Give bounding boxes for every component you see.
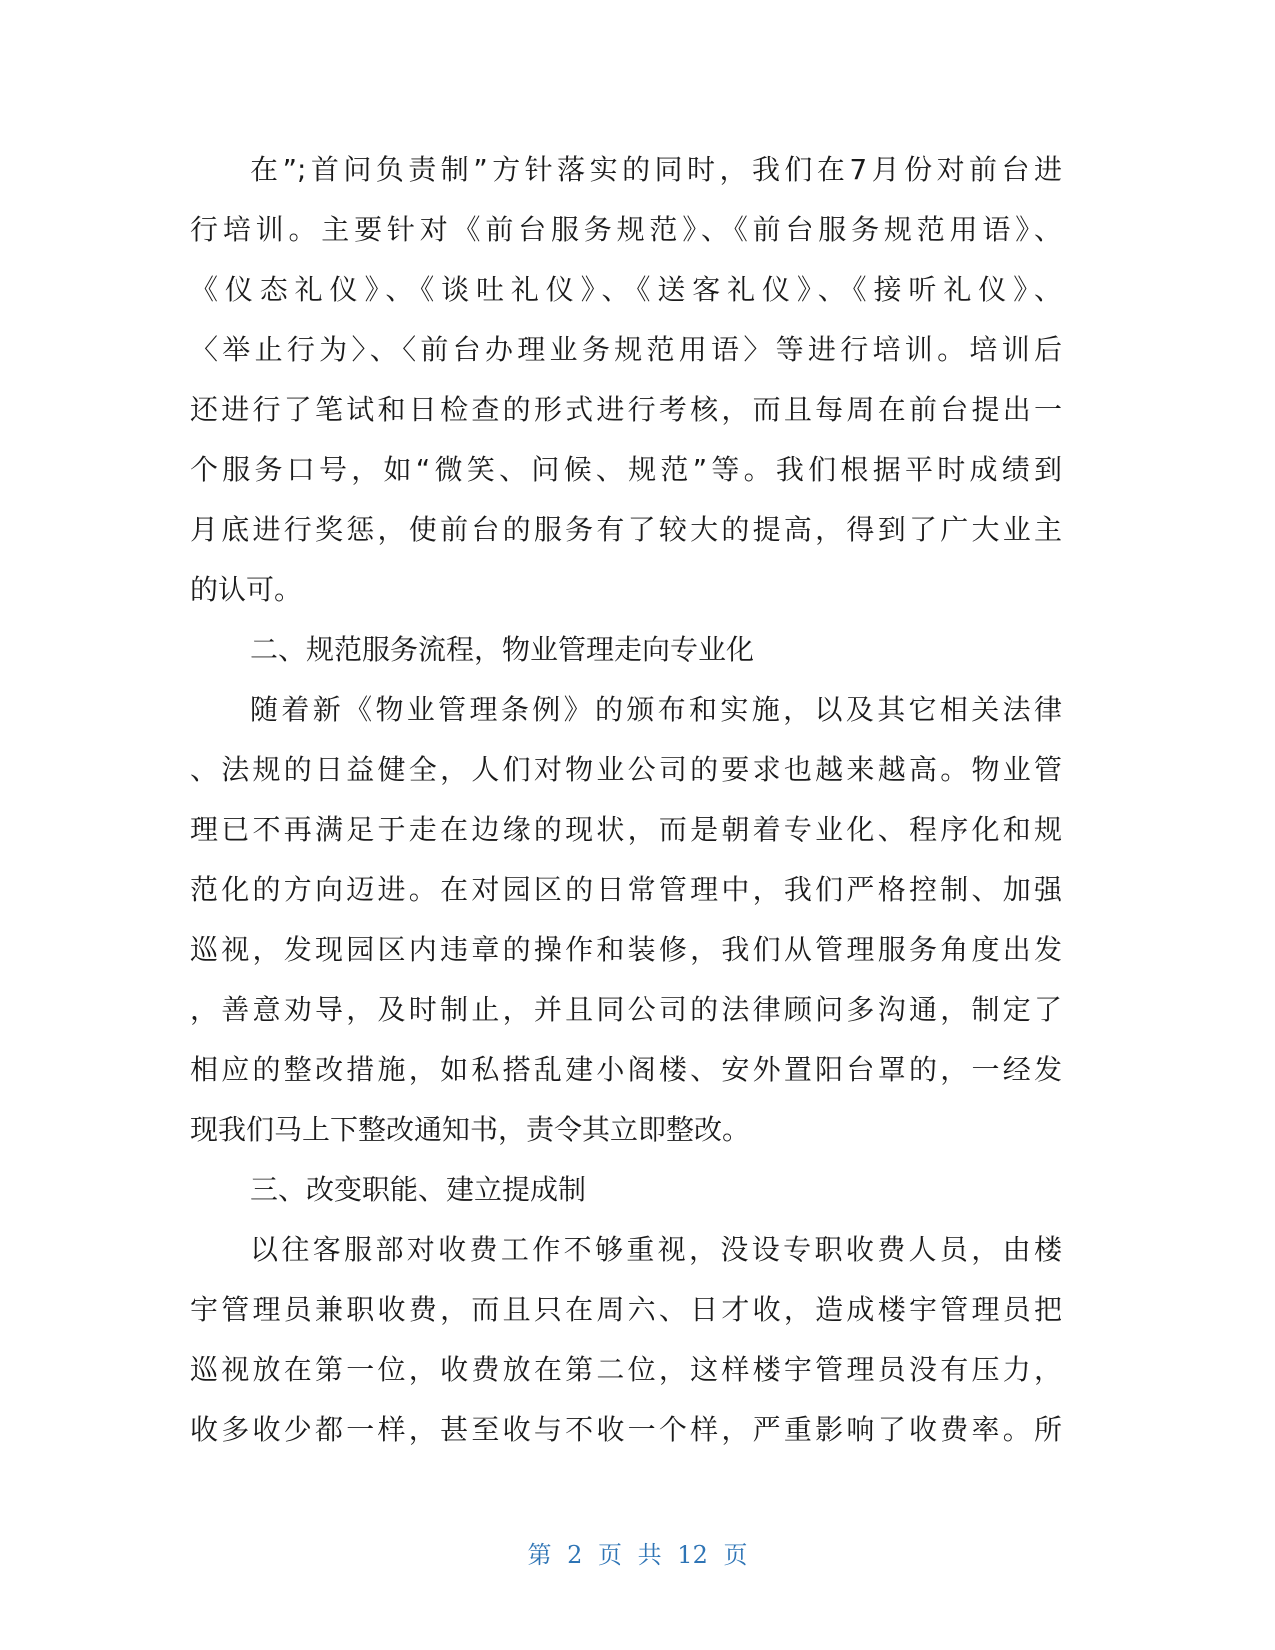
text-line: 的认可。: [190, 573, 303, 606]
text-line: 相应的整改措施，如私搭乱建小阁楼、安外置阳台罩的，一经发: [190, 1053, 1062, 1086]
text-line: 还进行了笔试和日检查的形式进行考核，而且每周在前台提出一: [190, 393, 1062, 426]
text-line: 〈举止行为〉、〈前台办理业务规范用语〉等进行培训。培训后: [190, 333, 1062, 366]
text-line: 收多收少都一样，甚至收与不收一个样，严重影响了收费率。所: [190, 1413, 1062, 1446]
page-footer: 第 2 页 共 12 页: [527, 1541, 748, 1569]
text-line: 月底进行奖惩，使前台的服务有了较大的提高，得到了广大业主: [190, 513, 1062, 546]
document-body: [190, 140, 1062, 1460]
text-line: 巡视放在第一位，收费放在第二位，这样楼宇管理员没有压力，: [190, 1353, 1062, 1386]
text-line: 《仪态礼仪》、《谈吐礼仪》、《送客礼仪》、《接听礼仪》、: [190, 273, 1062, 306]
text-line: 随着新《物业管理条例》的颁布和实施，以及其它相关法律: [250, 693, 1062, 726]
text-line: 行培训。主要针对《前台服务规范》、《前台服务规范用语》、: [190, 213, 1062, 246]
text-line: 个服务口号，如“微笑、问候、规范”等。我们根据平时成绩到: [190, 453, 1062, 486]
text-line: 范化的方向迈进。在对园区的日常管理中，我们严格控制、加强: [190, 873, 1062, 906]
text-line: ，善意劝导，及时制止，并且同公司的法律顾问多沟通，制定了: [190, 993, 1062, 1026]
text-line: 现我们马上下整改通知书，责令其立即整改。: [190, 1113, 751, 1146]
text-line: 在”;首问负责制”方针落实的同时，我们在7月份对前台进: [250, 153, 1062, 186]
text-line: 二、规范服务流程，物业管理走向专业化: [250, 633, 755, 666]
text-line: 巡视，发现园区内违章的操作和装修，我们从管理服务角度出发: [190, 933, 1062, 966]
text-line: 宇管理员兼职收费，而且只在周六、日才收，造成楼宇管理员把: [190, 1293, 1062, 1326]
text-line: 以往客服部对收费工作不够重视，没设专职收费人员，由楼: [250, 1233, 1062, 1266]
text-line: 三、改变职能、建立提成制: [250, 1173, 587, 1206]
text-line: 、法规的日益健全，人们对物业公司的要求也越来越高。物业管: [190, 753, 1062, 786]
text-line: 理已不再满足于走在边缘的现状，而是朝着专业化、程序化和规: [190, 813, 1062, 846]
